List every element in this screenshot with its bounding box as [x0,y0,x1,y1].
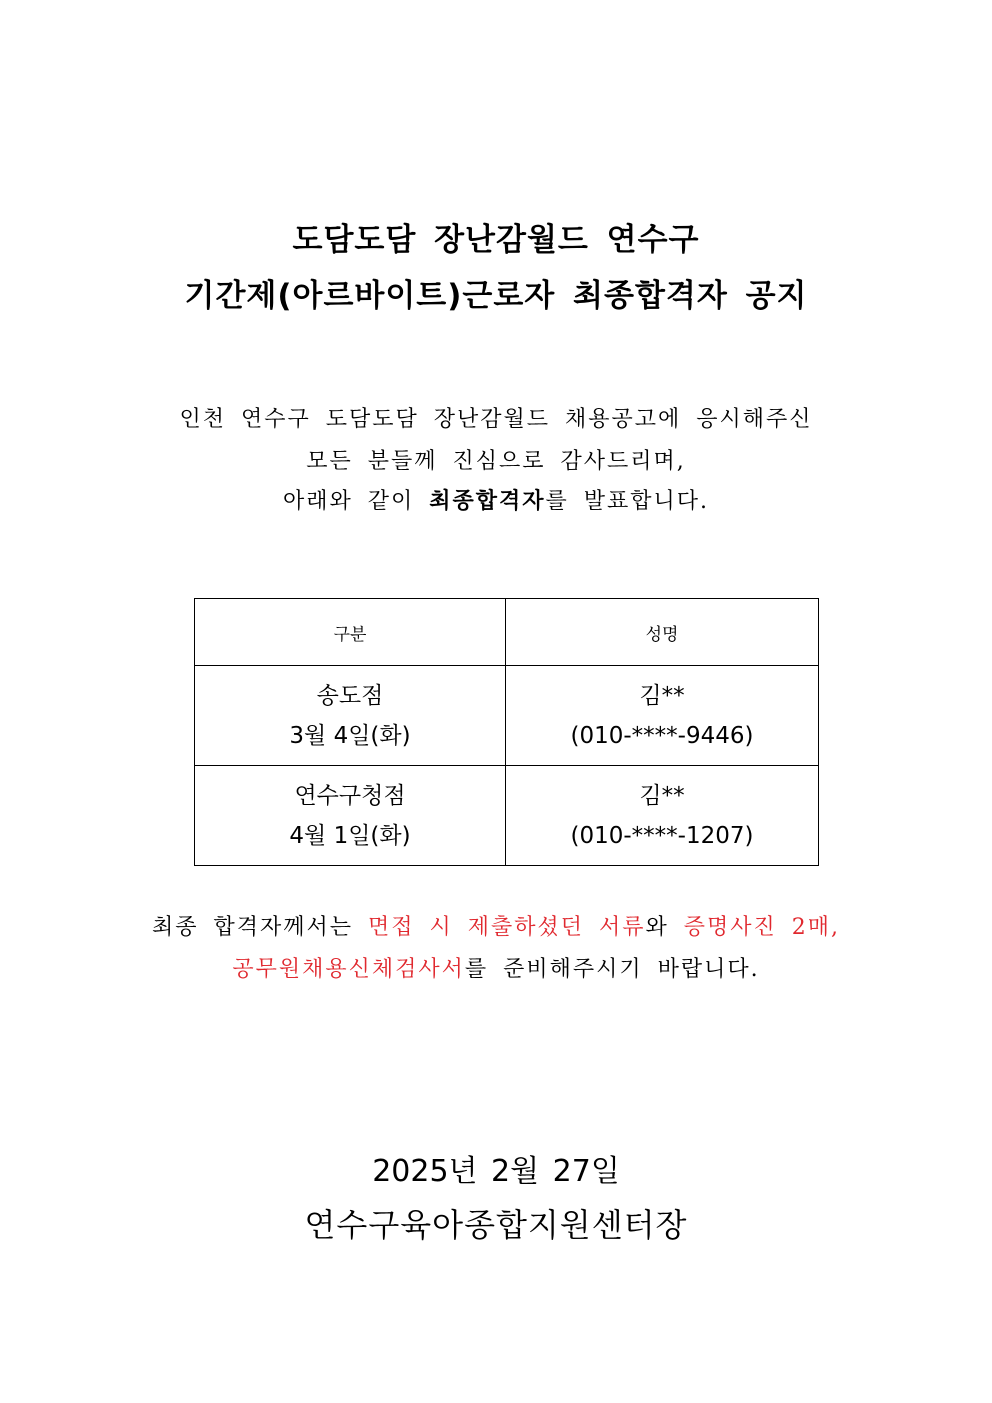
start-date: 4월 1일(화) [289,822,411,849]
signer-title: 연수구육아종합지원센터장 [304,1206,688,1244]
division-cell [195,666,506,766]
name-cell [506,766,819,866]
notice-required-health-certificate: 공무원채용신체검사서 [232,957,465,982]
table-header-row [195,599,819,666]
passer-phone: (010-****-1207) [570,822,754,849]
intro-final-passers-emphasis: 최종합격자 [429,488,546,514]
notice-required-documents: 면접 시 제출하셨던 서류 [368,915,646,940]
passer-name: 김** [639,782,685,809]
intro-line-3-after: 를 발표합니다. [545,489,709,514]
notice-text: 최종 합격자께서는 [151,915,368,940]
results-table [194,598,819,866]
passer-phone: (010-****-9446) [570,722,754,749]
notice-line-1 [0,910,992,941]
header-division: 구분 [195,599,506,666]
announcement-date: 2025년 2월 27일 [372,1154,620,1189]
notice-text: 와 [645,915,684,940]
intro-line-3 [0,484,992,515]
header-name: 성명 [506,599,819,666]
division-cell [195,766,506,866]
notice-line-2 [0,952,992,983]
branch-name: 연수구청점 [294,782,406,809]
notice-required-photos: 증명사진 2매, [683,915,841,940]
intro-line-2: 모든 분들께 진심으로 감사드리며, [306,449,686,474]
notice-text: 를 준비해주시기 바랍니다. [464,957,760,982]
intro-line-1: 인천 연수구 도담도담 장난감월드 채용공고에 응시해주신 [179,407,813,432]
name-cell [506,666,819,766]
table-row [195,766,819,866]
start-date: 3월 4일(화) [289,722,411,749]
table-row [195,666,819,766]
document-title-line-2: 기간제(아르바이트)근로자 최종합격자 공지 [184,278,808,314]
branch-name: 송도점 [316,682,384,709]
intro-line-3-before: 아래와 같이 [282,489,430,514]
document-title-line-1: 도담도담 장난감월드 연수구 [292,222,700,258]
passer-name: 김** [639,682,685,709]
